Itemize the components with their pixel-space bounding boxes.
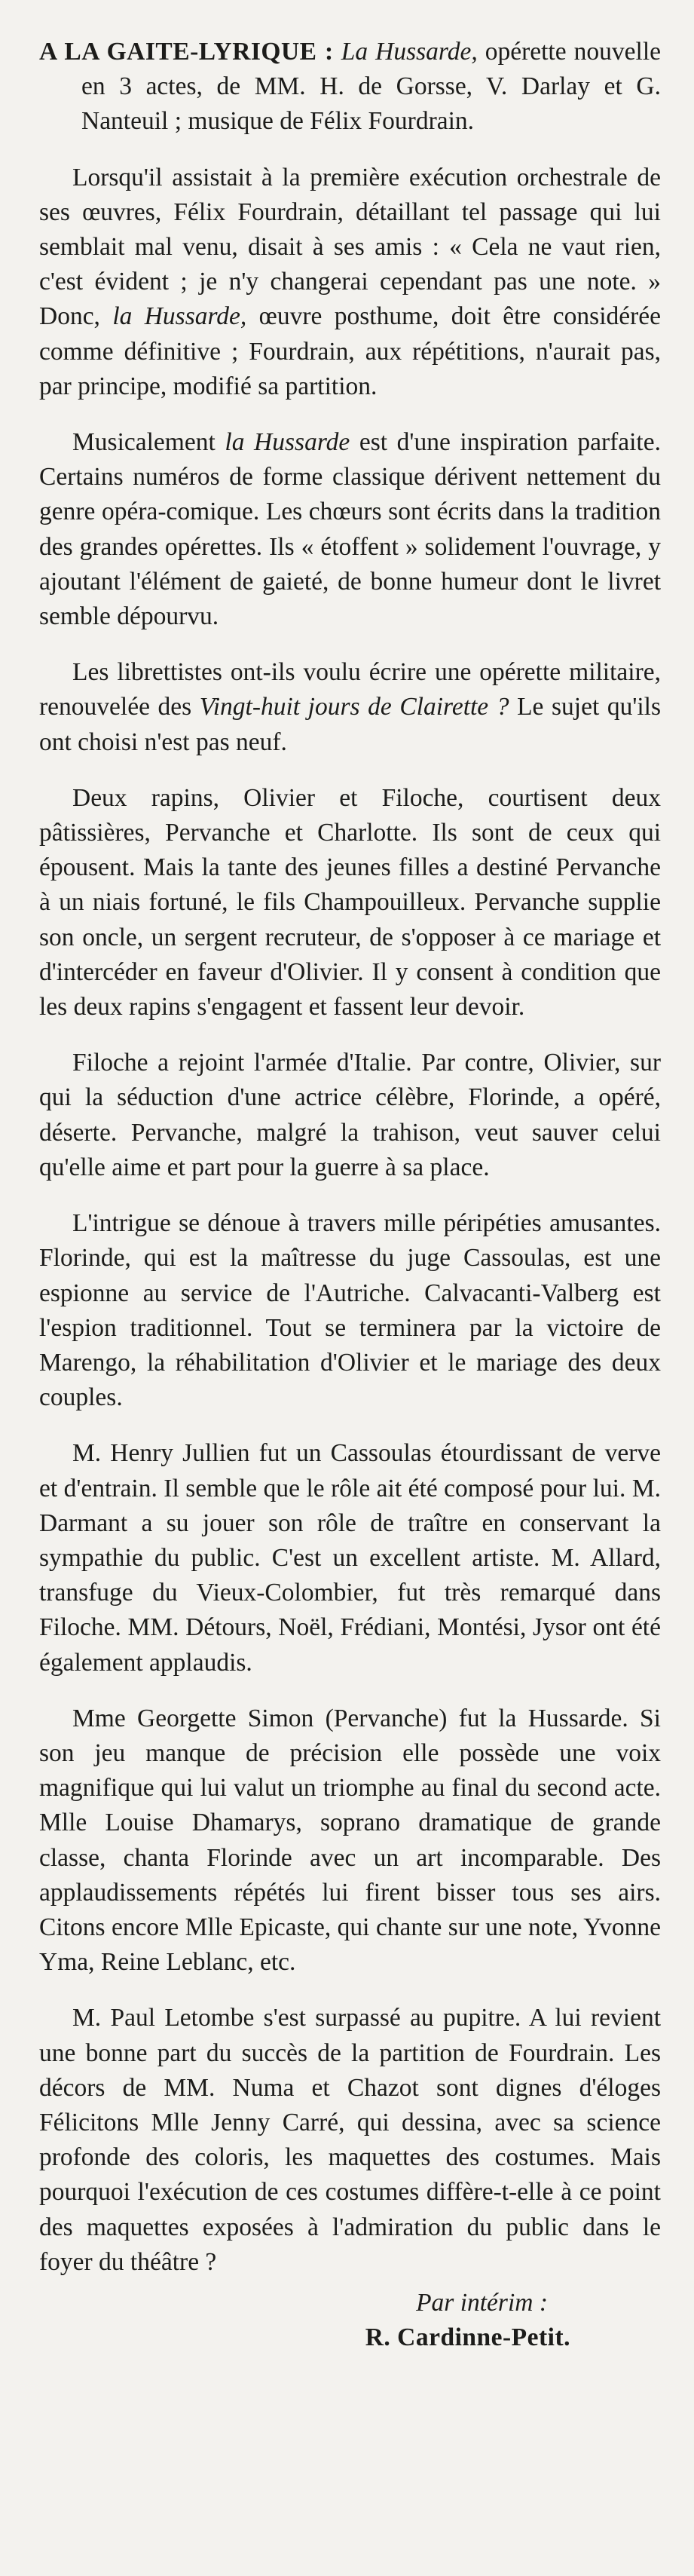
paragraph-cast-women: Mme Georgette Simon (Pervanche) fut la Hussarde. Si son jeu manque de précision elle possède une voix magnifique qui lui valut un triomphe au final du second acte. Mlle Louise Dhamarys, soprano dramatique de grande classe, chanta Florinde avec un art incomparable. Des applaudissements répétés lui firent bisser tous ses airs. Citons encore Mlle Epicaste, qui chante sur une note, Yvonne Yma, Reine Leblanc, etc. — [39, 1704, 661, 1977]
paragraph-fourdrain — [39, 161, 661, 404]
operetta-title: La Hussarde, — [341, 38, 478, 66]
paragraph-production: M. Paul Letombe s'est surpassé au pupitre. A lui revient une bonne part du succès de la partition de Fourdrain. Les décors de MM. Numa et Chazot sont dignes d'éloges Félicitons Mlle Jenny Carré, qui dessina, avec sa science profonde des coloris, les maquettes des costumes. Mais pourquoi l'exécution de ces costumes diffère-t-elle à ce point des maquettes exposées à l'admiration du public dans le foyer du théâtre ? — [39, 2004, 661, 2276]
paragraph-librettists — [39, 655, 661, 760]
paragraph-librettists-start: Les librettistes ont-ils voulu écrire une opérette militaire, renouvelée des — [39, 658, 661, 721]
paragraph-cast-men: M. Henry Jullien fut un Cassoulas étourdissant de verve et d'entrain. Il semble que le rôle ait été composé pour lui. M. Darmant a su jouer son rôle de traître en conservant la sympathie du public. C'est un excellent artiste. M. Allard, transfuge du Vieux-Colombier, fut très remarqué dans Filoche. MM. Détours, Noël, Frédiani, Montési, Jysor ont été également applaudis. — [39, 1439, 661, 1677]
author-name: R. Cardinne-Petit. — [365, 2323, 570, 2352]
paragraph-music — [39, 425, 661, 634]
work-title-inline: la Hussarde, — [112, 302, 247, 331]
article-heading — [39, 35, 661, 139]
reference-title: Vingt-huit jours de Clairette ? — [199, 693, 509, 721]
paragraph-librettists-end: Le sujet qu'ils ont choisi n'est pas neuf. — [39, 693, 662, 756]
paragraph-fourdrain-end: œuvre posthume, doit être considérée comme définitive ; Fourdrain, aux répétitions, n'aurait pas, par principe, modifié sa partition. — [39, 302, 662, 400]
interim-label: Par intérim : — [416, 2288, 548, 2317]
paragraph-plot-3: L'intrigue se dénoue à travers mille péripéties amusantes. Florinde, qui est la maîtresse du juge Cassoulas, est une espionne au service de l'Autriche. Calvacanti-Valberg est l'espion traditionnel. Tout se terminera par la victoire de Marengo, la réhabilitation d'Olivier et le mariage des deux couples. — [39, 1209, 661, 1412]
heading-details: opérette nouvelle en 3 actes, de MM. H. de Gorsse, V. Darlay et G. Nanteuil ; musique de Félix Fourdrain. — [81, 38, 661, 136]
venue-headline: A LA GAITE-LYRIQUE : — [39, 38, 334, 66]
paragraph-plot-1: Deux rapins, Olivier et Filoche, courtisent deux pâtissières, Pervanche et Charlotte. Ils sont de ceux qui épousent. Mais la tante des jeunes filles a destiné Pervanche à un niais fortuné, le fils Champouilleux. Pervanche supplie son oncle, un sergent recruteur, de s'opposer à ce mariage et d'intercéder en faveur d'Olivier. Il y consent à condition que les deux rapins s'engagent et fassent leur devoir. — [39, 783, 661, 1022]
paragraph-plot-2: Filoche a rejoint l'armée d'Italie. Par contre, Olivier, sur qui la séduction d'une actrice célèbre, Florinde, a opéré, déserte. Pervanche, malgré la trahison, veut sauver celui qu'elle aime et part pour la guerre à sa place. — [39, 1049, 661, 1181]
work-title-inline: la Hussarde — [225, 428, 350, 457]
paragraph-fourdrain-text: Lorsqu'il assistait à la première exécution orchestrale de ses œuvres, Félix Fourdrain, détaillant tel passage qui lui semblait mal venu, disait à ses amis : « Cela ne vaut rien, c'est évident ; je n'y changerai cependant pas une note. » Donc, — [39, 163, 661, 331]
paragraph-music-text: est d'une inspiration parfaite. Certains numéros de forme classique dérivent nettement du genre opéra-comique. Les chœurs sont écrits dans la tradition des grandes opérettes. Ils « étoffent » solidement l'ouvrage, y ajoutant l'élément de gaieté, de bonne humeur dont le livret semble dépourvu. — [39, 428, 661, 631]
signature-block — [39, 2286, 661, 2355]
paragraph-music-start: Musicalement — [72, 428, 216, 457]
